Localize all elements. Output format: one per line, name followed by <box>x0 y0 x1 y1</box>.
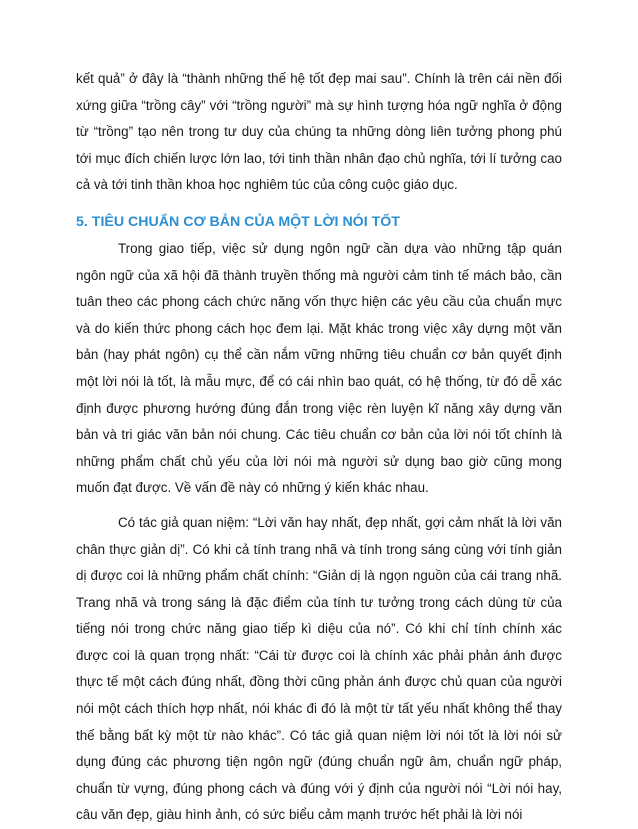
paragraph-intro: Trong giao tiếp, việc sử dụng ngôn ngữ cần dựa vào những tập quán ngôn ngữ của xã hội đã thành truyền thống mà người cảm tinh tế mách bảo, cần tuân theo các phong cách chức năng vốn thực hiện các yêu cầu của chuẩn mực và do kiến thức phong cách học đem lại. Mặt khác trong việc xây dựng một văn bản (hay phát ngôn) cụ thể cần nắm vững những tiêu chuẩn cơ bản quyết định một lời nói là tốt, là mẫu mực, để có cái nhìn bao quát, có hệ thống, từ đó dễ xác định được phương hướng đúng đắn trong việc rèn luyện kĩ năng xây dựng văn bản và tri giác văn bản nói chung. Các tiêu chuẩn cơ bản của lời nói tốt chính là những phẩm chất chủ yếu của lời nói mà người sử dụng bao giờ cũng mong muốn đạt được. Về vấn đề này có những ý kiến khác nhau. <box>76 240 562 496</box>
section-heading: 5. TIÊU CHUẨN CƠ BẢN CỦA MỘT LỜI NÓI TỐT <box>76 213 400 230</box>
paragraph-continuation: kết quả” ở đây là “thành những thế hệ tốt đẹp mai sau”. Chính là trên cái nền đối xứng giữa “trồng cây” với “trồng người” mà sự hình tượng hóa ngữ nghĩa ở động từ “trồng” tạo nên trong tư duy của chúng ta những dòng liên tưởng phong phú tới mục đích chiến lược lớn lao, tới tinh thần nhân đạo chủ nghĩa, tới lí tưởng cao cả và tới tinh thần khoa học nghiêm túc của công cuộc giáo dục. <box>76 71 562 193</box>
paragraph-opinions: Có tác giả quan niệm: “Lời văn hay nhất, đẹp nhất, gợi cảm nhất là lời văn chân thực giản dị”. Có khi cả tính trang nhã và tính trong sáng cùng với tính giản dị được coi là những phẩm chất chính: “Giản dị là ngọn nguồn của cái trang nhã. Trang nhã và trong sáng là đặc điểm của tính tư tưởng trong cách dùng từ của tiếng nói trong chức năng giao tiếp kì diệu của nó”. Có khi chỉ tính chính xác được coi là quan trọng nhất: “Cái từ được coi là chính xác phải phản ánh được thực tế một cách đúng nhất, đồng thời cũng phản ánh được chủ quan của người nói một cách thích hợp nhất, nói khác đi đó là một từ tất yếu nhất không thể thay thế bằng bất kỳ một từ nào khác”. Có tác giả quan niệm lời nói tốt là lời nói sử dụng đúng các phương tiện ngôn ngữ (đúng chuẩn ngữ âm, chuẩn ngữ pháp, chuẩn từ vựng, đúng phong cách và đúng với ý định của người nói “Lời nói hay, câu văn đẹp, giàu hình ảnh, có sức biểu cảm mạnh trước hết phải là lời nói <box>76 514 562 823</box>
